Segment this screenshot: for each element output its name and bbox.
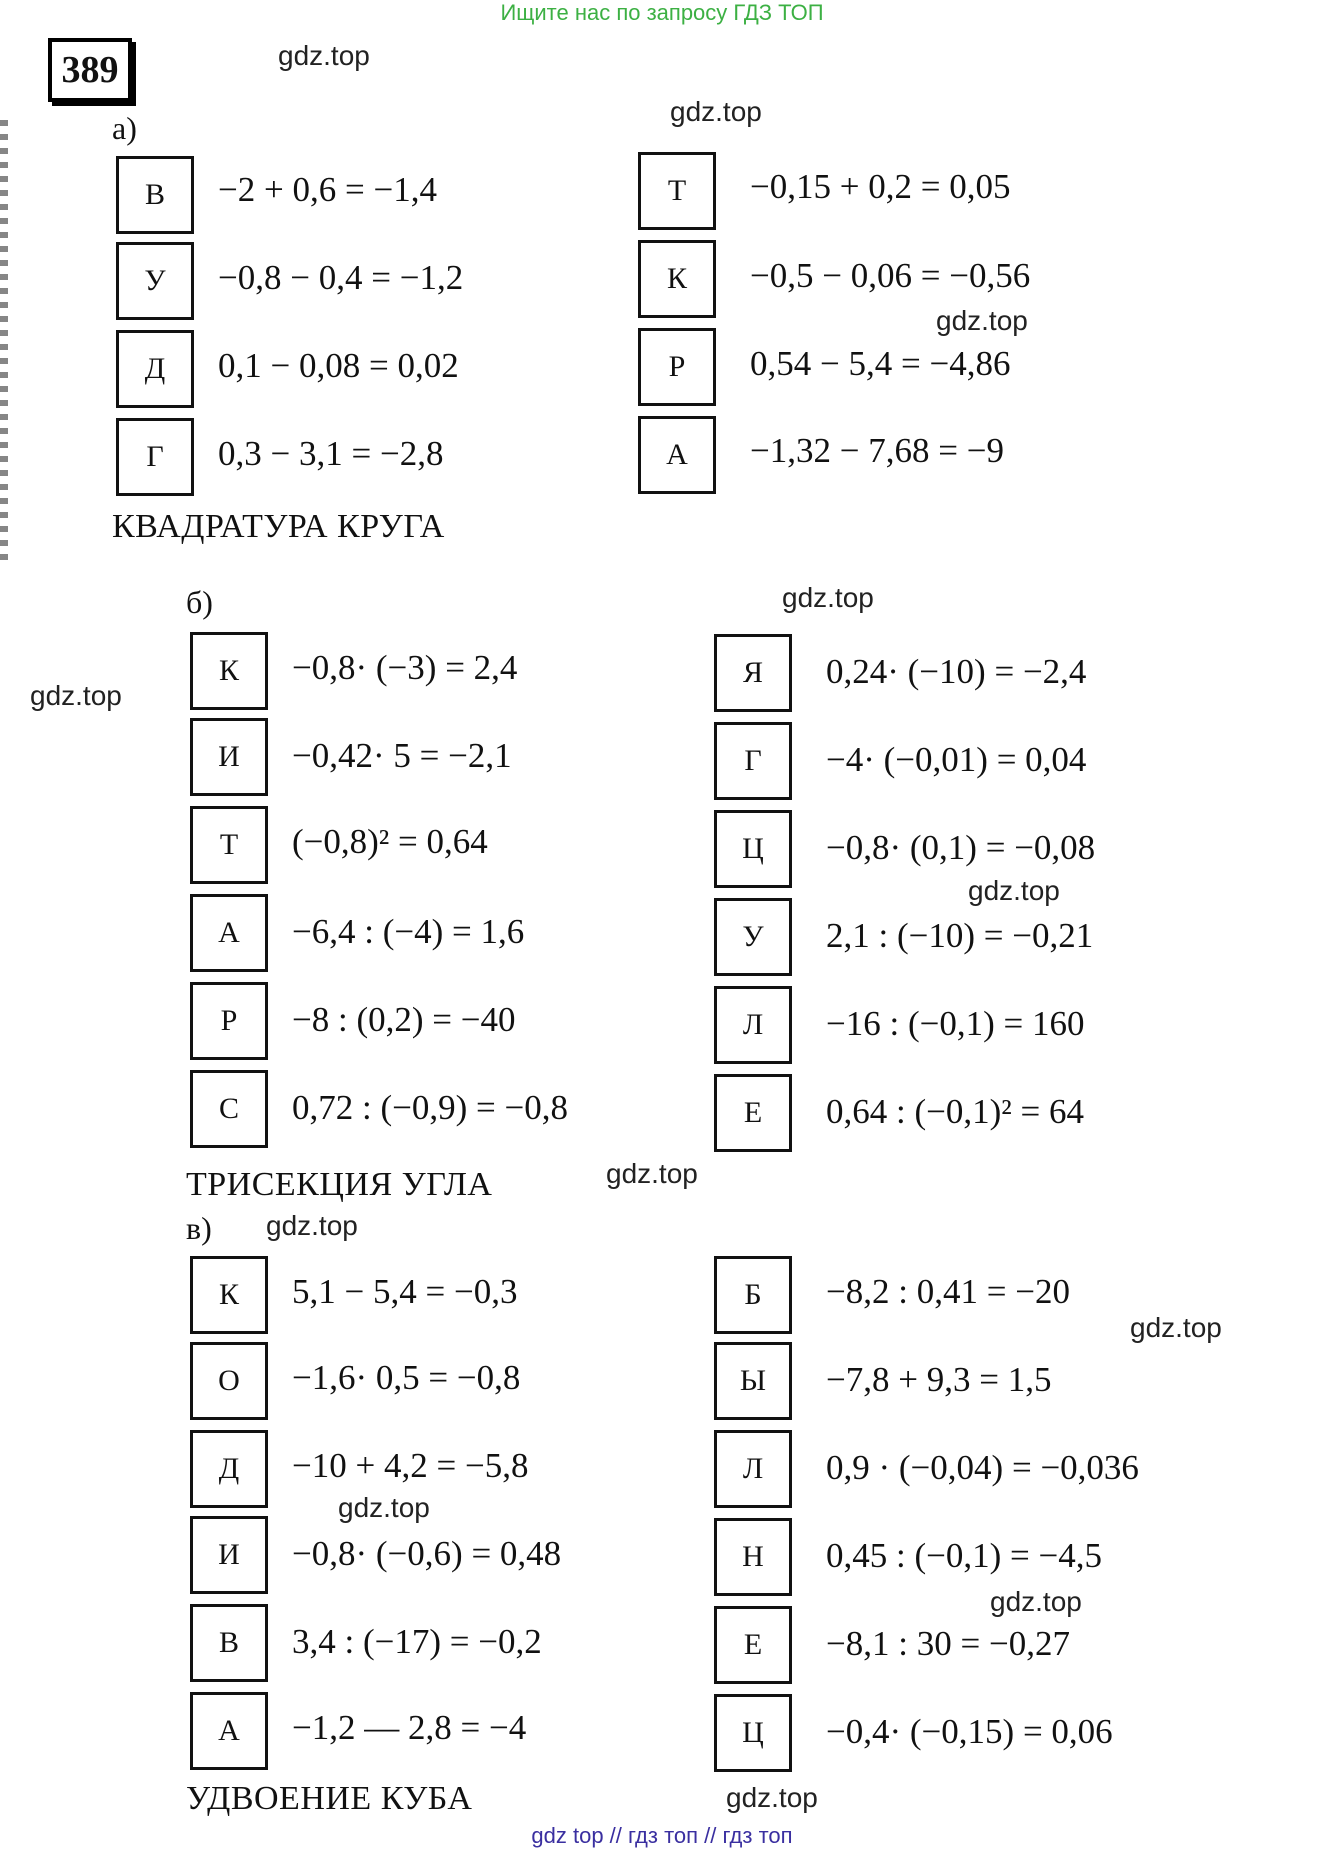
letter-box: Д <box>116 330 194 408</box>
letter-box: Д <box>190 1430 268 1508</box>
expression: −8,1 : 30 = −0,27 <box>826 1624 1070 1663</box>
watermark: gdz.top <box>936 305 1028 336</box>
expression: −0,5 − 0,06 = −0,56 <box>750 256 1031 295</box>
watermark: gdz.top <box>30 680 122 711</box>
letter-box: Ц <box>714 810 792 888</box>
expression: 0,64 : (−0,1)² = 64 <box>826 1092 1085 1131</box>
expression: 0,45 : (−0,1) = −4,5 <box>826 1536 1103 1575</box>
expression: −0,4· (−0,15) = 0,06 <box>826 1712 1113 1751</box>
letter-box: Б <box>714 1256 792 1334</box>
watermark: gdz.top <box>278 40 370 71</box>
expression: −0,8· (−3) = 2,4 <box>292 648 518 687</box>
letter-box: А <box>190 894 268 972</box>
expression: −7,8 + 9,3 = 1,5 <box>826 1360 1052 1399</box>
expression: −16 : (−0,1) = 160 <box>826 1004 1085 1043</box>
expression: 0,3 − 3,1 = −2,8 <box>218 434 444 473</box>
letter-box: Т <box>190 806 268 884</box>
letter-box: А <box>190 1692 268 1770</box>
watermark: gdz.top <box>782 582 874 613</box>
letter-box: Ц <box>714 1694 792 1772</box>
watermark: gdz.top <box>1130 1312 1222 1343</box>
letter-box: Л <box>714 1430 792 1508</box>
letter-box: Е <box>714 1606 792 1684</box>
expression: 0,54 − 5,4 = −4,86 <box>750 344 1011 383</box>
scan-edge-artifact <box>0 120 8 560</box>
letter-box: У <box>116 242 194 320</box>
expression: 2,1 : (−10) = −0,21 <box>826 916 1094 955</box>
expression: 3,4 : (−17) = −0,2 <box>292 1622 542 1661</box>
expression: 0,9 · (−0,04) = −0,036 <box>826 1448 1139 1487</box>
footer-links[interactable]: gdz top // гдз топ // гдз топ <box>531 1823 793 1848</box>
letter-box: Н <box>714 1518 792 1596</box>
expression: 5,1 − 5,4 = −0,3 <box>292 1272 518 1311</box>
watermark: gdz.top <box>990 1586 1082 1617</box>
expression: 0,24· (−10) = −2,4 <box>826 652 1087 691</box>
section-c-label: в) <box>186 1210 212 1246</box>
letter-box: Т <box>638 152 716 230</box>
top-banner[interactable]: Ищите нас по запросу ГДЗ ТОП <box>500 0 824 25</box>
watermark: gdz.top <box>670 96 762 127</box>
watermark: gdz.top <box>968 875 1060 906</box>
letter-box: К <box>190 1256 268 1334</box>
watermark: gdz.top <box>266 1210 358 1241</box>
expression: −1,6· 0,5 = −0,8 <box>292 1358 521 1397</box>
expression: (−0,8)² = 0,64 <box>292 822 488 861</box>
expression: −0,8 − 0,4 = −1,2 <box>218 258 464 297</box>
section-a-answer: КВАДРАТУРА КРУГА <box>112 508 445 545</box>
letter-box: К <box>190 632 268 710</box>
expression: −1,32 − 7,68 = −9 <box>750 431 1004 470</box>
letter-box: У <box>714 898 792 976</box>
letter-box: Е <box>714 1074 792 1152</box>
expression: −0,8· (−0,6) = 0,48 <box>292 1534 562 1573</box>
letter-box: И <box>190 718 268 796</box>
expression: −4· (−0,01) = 0,04 <box>826 740 1087 779</box>
expression: 0,1 − 0,08 = 0,02 <box>218 346 459 385</box>
section-b-answer: ТРИСЕКЦИЯ УГЛА <box>186 1166 493 1203</box>
section-c-answer: УДВОЕНИЕ КУБА <box>186 1780 473 1817</box>
expression: −8 : (0,2) = −40 <box>292 1000 516 1039</box>
letter-box: Р <box>190 982 268 1060</box>
letter-box: Л <box>714 986 792 1064</box>
section-a-label: а) <box>112 110 137 146</box>
expression: −1,2 — 2,8 = −4 <box>292 1708 527 1747</box>
expression: −0,8· (0,1) = −0,08 <box>826 828 1096 867</box>
expression: −0,15 + 0,2 = 0,05 <box>750 167 1011 206</box>
letter-box: Ы <box>714 1342 792 1420</box>
problem-number: 389 <box>48 38 132 102</box>
letter-box: Г <box>116 418 194 496</box>
letter-box: Р <box>638 328 716 406</box>
expression: −0,42· 5 = −2,1 <box>292 736 512 775</box>
watermark: gdz.top <box>606 1158 698 1189</box>
expression: −6,4 : (−4) = 1,6 <box>292 912 525 951</box>
letter-box: В <box>190 1604 268 1682</box>
letter-box: С <box>190 1070 268 1148</box>
expression: −2 + 0,6 = −1,4 <box>218 170 437 209</box>
letter-box: Я <box>714 634 792 712</box>
letter-box: А <box>638 416 716 494</box>
letter-box: К <box>638 240 716 318</box>
expression: 0,72 : (−0,9) = −0,8 <box>292 1088 569 1127</box>
expression: −8,2 : 0,41 = −20 <box>826 1272 1070 1311</box>
letter-box: Г <box>714 722 792 800</box>
watermark: gdz.top <box>726 1782 818 1813</box>
watermark: gdz.top <box>338 1492 430 1523</box>
letter-box: И <box>190 1516 268 1594</box>
expression: −10 + 4,2 = −5,8 <box>292 1446 529 1485</box>
letter-box: В <box>116 156 194 234</box>
section-b-label: б) <box>186 584 213 620</box>
letter-box: О <box>190 1342 268 1420</box>
